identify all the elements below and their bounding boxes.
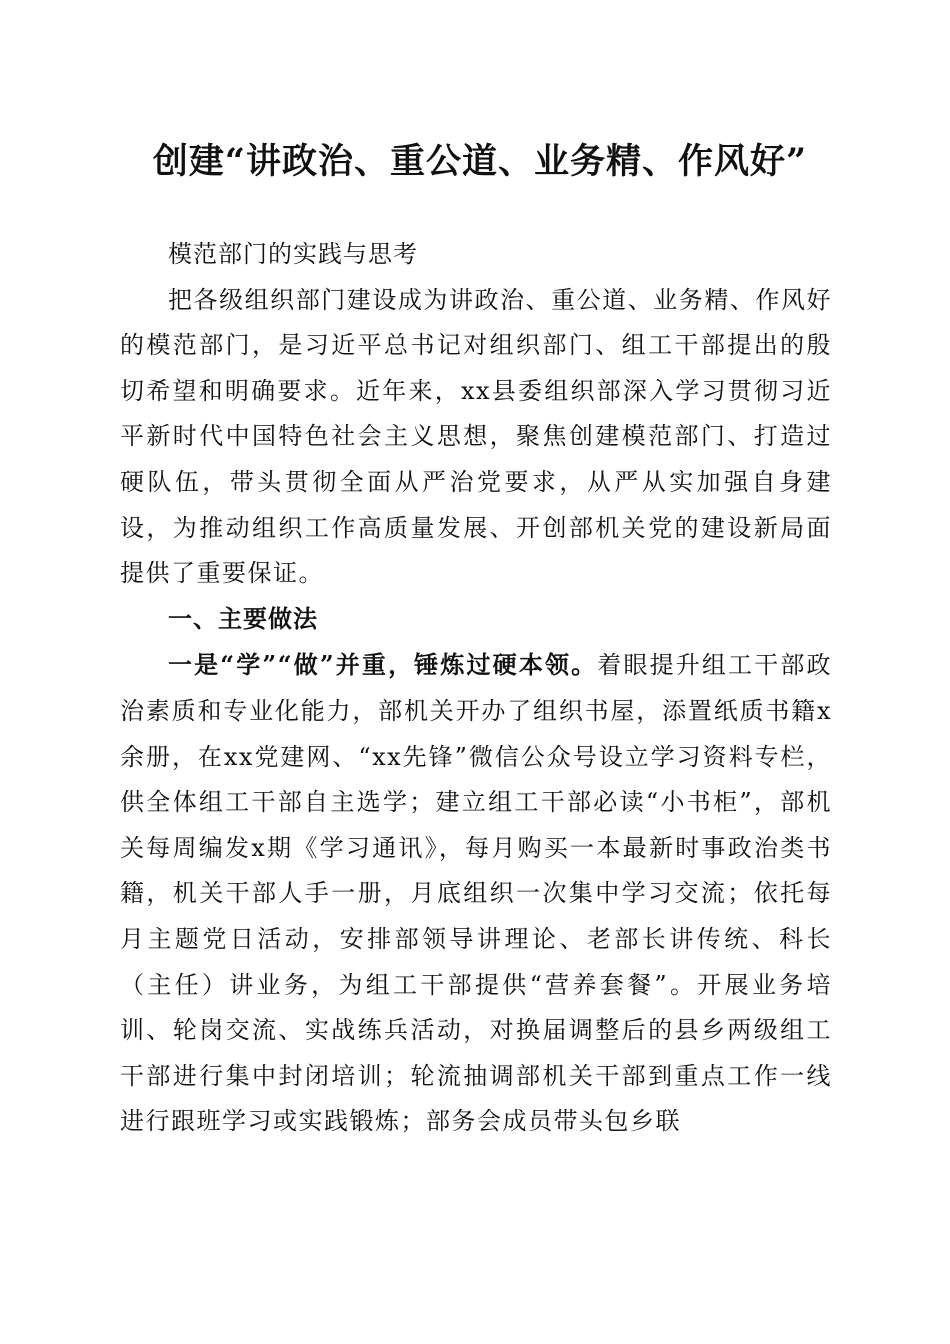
document-body (120, 232, 832, 1145)
paragraph-lead: 一是“学”“做”并重，锤炼过硬本领。 (168, 650, 598, 680)
document-subtitle: 模范部门的实践与思考 (168, 240, 418, 268)
intro-paragraph: 把各级组织部门建设成为讲政治、重公道、业务精、作风好的模范部门，是习近平总书记对组织部门、组工干部提出的殷切希望和明确要求。近年来，xx县委组织部深入学习贯彻习近平新时代中国特色社会主义思想，聚焦创建模范部门、打造过硬队伍，带头贯彻全面从严治党要求，从严从实加强自身建设，为推动组织工作高质量发展、开创部机关党的建设新局面提供了重要保证。 (120, 285, 832, 588)
section-heading: 一、主要做法 (168, 604, 318, 633)
section-paragraph (120, 642, 832, 1145)
paragraph-body: 着眼提升组工干部政治素质和专业化能力，部机关开办了组织书屋，添置纸质书籍x余册，在xx党建网、“xx先锋”微信公众号设立学习资料专栏，供全体组工干部自主选学；建立组工干部必读“小书柜”，部机关每周编发x期《学习通讯》，每月购买一本最新时事政治类书籍，机关干部人手一册，月底组织一次集中学习交流；依托每月主题党日活动，安排部领导讲理论、老部长讲传统、科长（主任）讲业务，为组工干部提供“营养套餐”。开展业务培训、轮岗交流、实战练兵活动，对换届调整后的县乡两级组工干部进行集中封闭培训；轮流抽调部机关干部到重点工作一线进行跟班学习或实践锻炼；部务会成员带头包乡联 (120, 651, 833, 1136)
document-title: 创建“讲政治、重公道、业务精、作风好” (152, 141, 808, 182)
